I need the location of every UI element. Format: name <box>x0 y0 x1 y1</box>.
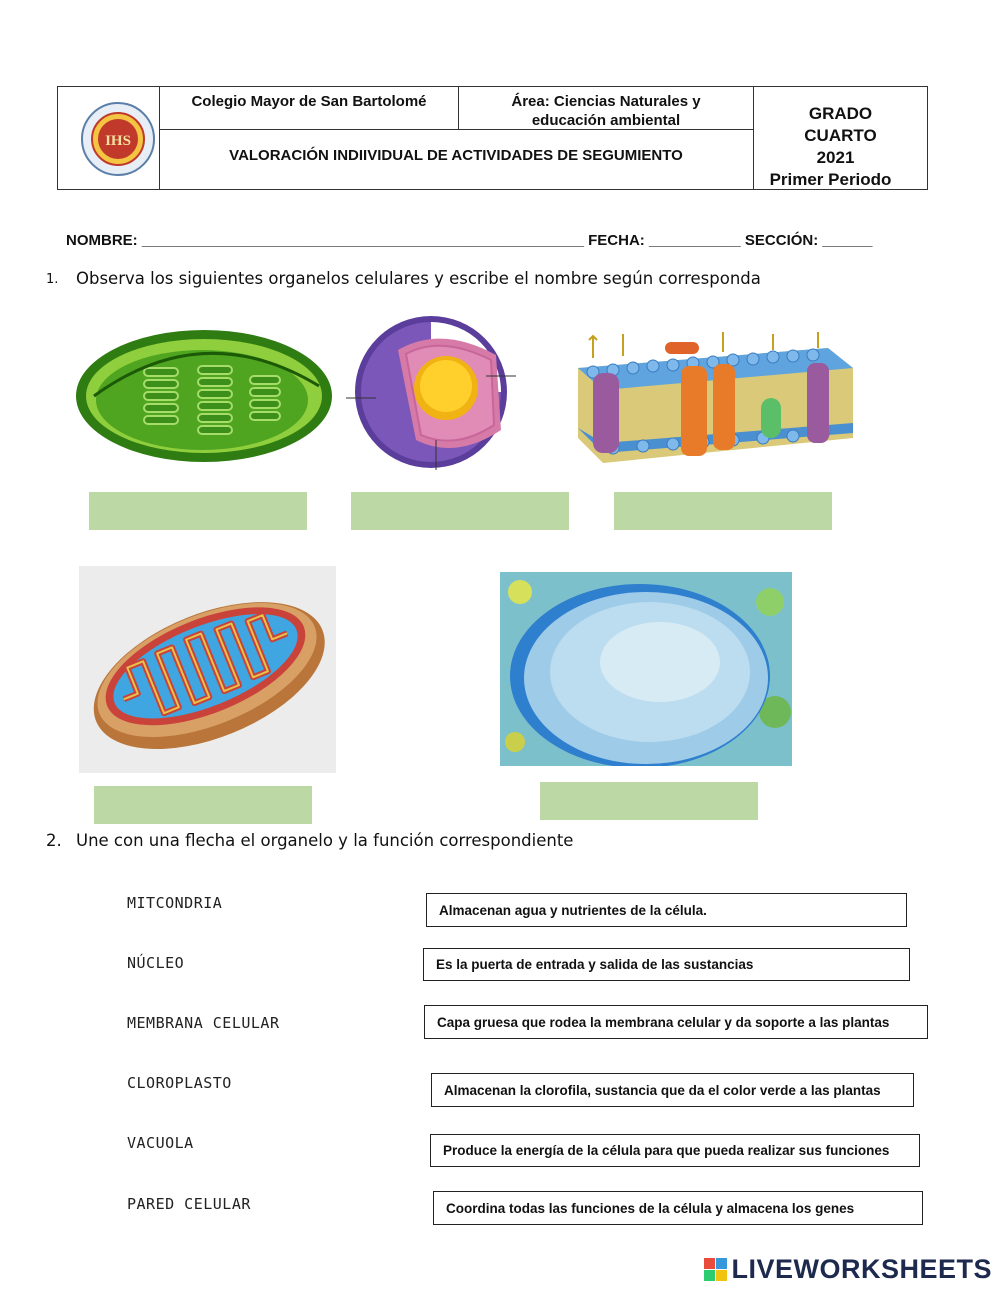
function-box[interactable] <box>433 1191 923 1225</box>
school-seal <box>80 101 156 177</box>
svg-text:IHS: IHS <box>105 133 131 149</box>
function-box[interactable] <box>423 948 910 981</box>
answer-box-vacuole[interactable] <box>540 782 758 820</box>
function-box[interactable] <box>431 1073 914 1107</box>
organelle-label[interactable]: PARED CELULAR <box>127 1195 251 1213</box>
function-text: Almacenan la clorofila, sustancia que da el color verde a las plantas <box>444 1082 881 1098</box>
organelle-label[interactable]: NÚCLEO <box>127 954 185 972</box>
liveworksheets-logo <box>704 1254 992 1285</box>
chloroplast-image <box>74 326 334 466</box>
question-1-text: Observa los siguientes organelos celulares y escribe el nombre según corresponda <box>76 269 761 288</box>
logo-mark-icon <box>704 1258 727 1281</box>
function-box[interactable] <box>424 1005 928 1039</box>
grade-line-2: CUARTO <box>804 126 877 145</box>
question-2-number: 2. <box>46 831 62 850</box>
nucleus-image <box>346 310 516 470</box>
function-box[interactable] <box>430 1134 920 1167</box>
function-text: Es la puerta de entrada y salida de las sustancias <box>436 957 754 972</box>
organelle-label[interactable]: CLOROPLASTO <box>127 1074 232 1092</box>
area-line-2: educación ambiental <box>531 112 681 129</box>
vacuole-image <box>500 572 792 766</box>
function-text: Produce la energía de la célula para que pueda realizar sus funciones <box>443 1143 890 1158</box>
grade-line-3: 2021 <box>816 148 855 167</box>
header-table <box>57 86 928 190</box>
cell-membrane-image <box>573 328 858 468</box>
answer-box-mitochondria[interactable] <box>94 786 312 824</box>
school-name: Colegio Mayor de San Bartolomé <box>191 93 427 110</box>
function-box[interactable] <box>426 893 907 927</box>
logo-text: LIVEWORKSHEETS <box>731 1254 992 1284</box>
area-line-1: Área: Ciencias Naturales y <box>511 93 701 110</box>
student-info-line[interactable]: NOMBRE: _____________________________________________________ FECHA: ___________ SECCIÓN: ______ <box>66 232 873 249</box>
grade-line-1: GRADO <box>808 104 873 123</box>
mitochondria-image <box>79 566 336 773</box>
question-2-text: Une con una flecha el organelo y la función correspondiente <box>76 831 574 850</box>
answer-box-chloroplast[interactable] <box>89 492 307 530</box>
answer-box-nucleus[interactable] <box>351 492 569 530</box>
function-text: Capa gruesa que rodea la membrana celular y da soporte a las plantas <box>437 1014 890 1030</box>
answer-box-cell-membrane[interactable] <box>614 492 832 530</box>
function-text: Almacenan agua y nutrientes de la célula. <box>439 902 707 918</box>
organelle-label[interactable]: MITCONDRIA <box>127 894 223 912</box>
document-title: VALORACIÓN INDIIVIDUAL DE ACTIVIDADES DE SEGUMIENTO <box>229 147 683 164</box>
function-text: Coordina todas las funciones de la célula y almacena los genes <box>446 1200 855 1216</box>
question-1-number: 1. <box>46 272 59 287</box>
organelle-label[interactable]: MEMBRANA CELULAR <box>127 1014 280 1032</box>
organelle-label[interactable]: VACUOLA <box>127 1134 194 1152</box>
grade-line-4: Primer Periodo <box>769 170 892 189</box>
